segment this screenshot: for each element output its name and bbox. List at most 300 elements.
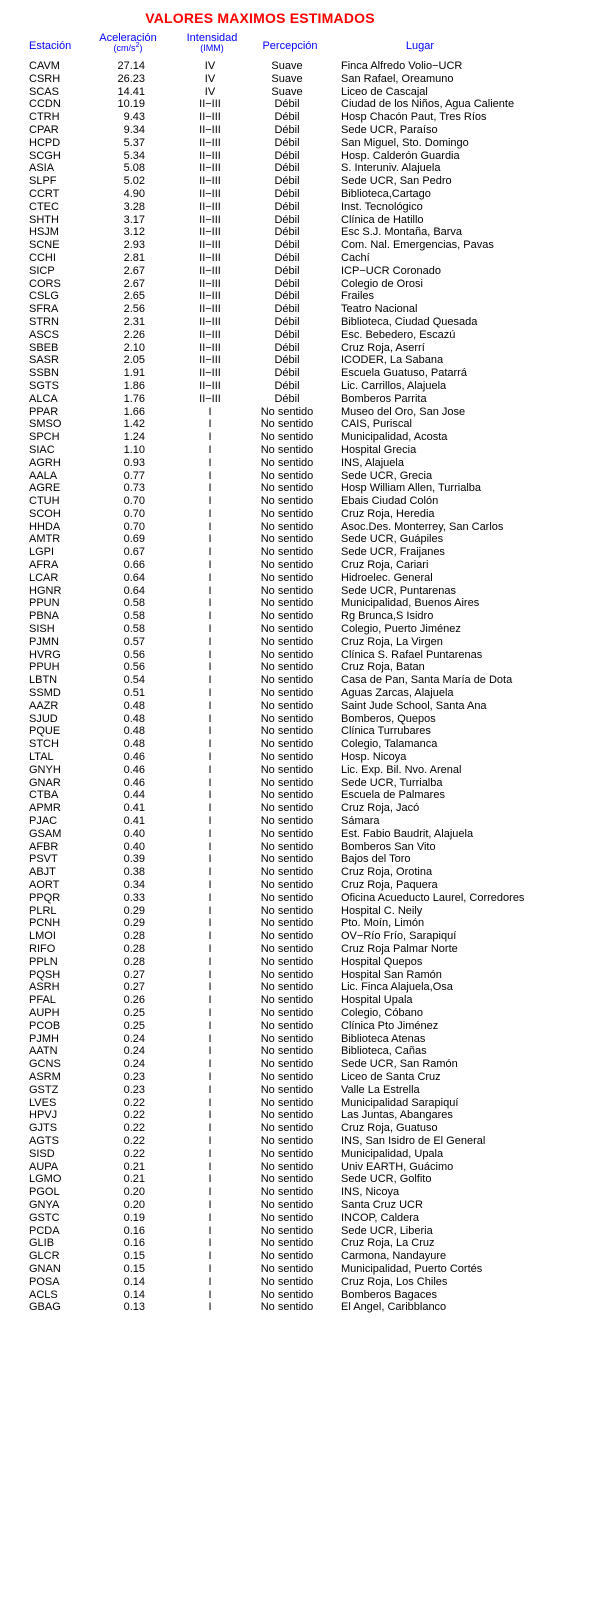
acceleration-cell: 0.20 [123,1198,145,1211]
intensity-cell: I [208,1237,212,1250]
perception-cell: No sentido [260,418,314,431]
location-cell: Cruz Roja, Cariari [341,559,429,572]
table-row [0,879,590,892]
perception-cell: No sentido [260,840,314,853]
perception-cell: Débil [274,123,300,136]
perception-cell: No sentido [260,1109,314,1122]
table-row [0,367,590,380]
acceleration-cell: 5.02 [123,175,145,188]
acceleration-cell: 10.19 [117,98,145,111]
perception-cell: No sentido [260,1198,314,1211]
location-cell: Carmona, Nandayure [341,1250,447,1263]
intensity-cell: I [208,738,212,751]
table-row [0,175,590,188]
acceleration-cell: 0.15 [123,1262,145,1275]
station-code-cell: CORS [29,277,61,290]
acceleration-cell: 0.22 [123,1147,145,1160]
acceleration-cell: 5.34 [123,149,145,162]
location-cell: Cruz Roja, Jacó [341,802,420,815]
intensity-cell: I [208,1160,212,1173]
table-row [0,111,590,124]
location-cell: Est. Fabio Baudrit, Alajuela [341,827,474,840]
location-cell: Sede UCR, Liberia [341,1224,433,1237]
perception-cell: No sentido [260,1224,314,1237]
perception-cell: Débil [274,277,300,290]
perception-cell: No sentido [260,942,314,955]
station-code-cell: LTAL [29,751,54,764]
station-code-cell: PCNH [29,917,61,930]
station-code-cell: CTBA [29,789,59,802]
station-code-cell: STRN [29,315,59,328]
intensity-cell: I [208,1147,212,1160]
acceleration-cell: 0.22 [123,1122,145,1135]
perception-cell: No sentido [260,1237,314,1250]
table-row [0,303,590,316]
intensity-cell: I [208,1186,212,1199]
location-cell: Cruz Roja, Paquera [341,879,438,891]
perception-cell: No sentido [260,546,314,559]
header-percepcion: Percepción [262,40,318,52]
perception-cell: Débil [274,200,300,213]
perception-cell: No sentido [260,405,314,418]
intensity-cell: I [208,405,212,418]
location-cell: Bomberos, Quepos [341,712,436,725]
table-row [0,597,590,610]
location-cell: INS, San Isidro de El General [341,1134,486,1147]
location-cell: Sámara [341,815,380,828]
intensity-cell: I [208,725,212,738]
location-cell: Esc S.J. Montaña, Barva [341,226,463,239]
table-row [0,98,590,111]
acceleration-cell: 2.93 [123,239,145,252]
location-cell: Hosp William Allen, Turrialba [341,482,481,495]
location-cell: Teatro Nacional [341,303,418,316]
location-cell: Municipalidad, Puerto Cortés [341,1262,483,1275]
station-code-cell: CCDN [29,98,61,111]
acceleration-cell: 1.66 [123,405,145,418]
table-row [0,1109,590,1122]
location-cell: Com. Nal. Emergencias, Pavas [341,239,494,252]
perception-cell: No sentido [260,1211,314,1224]
perception-cell: No sentido [260,827,314,840]
table-row [0,278,590,291]
station-code-cell: HHDA [29,520,61,533]
perception-cell: No sentido [260,597,314,610]
intensity-cell: I [208,687,212,700]
acceleration-cell: 0.20 [123,1186,145,1199]
acceleration-cell: 0.38 [123,866,145,879]
table-row [0,150,590,163]
station-code-cell: LGPI [29,546,55,559]
header-aceleracion [92,33,164,53]
station-code-cell: CSLG [29,290,59,303]
header-intensidad [182,33,242,53]
table-row [0,162,590,175]
location-cell: Lic. Exp. Bil. Nvo. Arenal [341,763,462,776]
station-code-cell: LBTN [29,674,58,687]
acceleration-cell: 0.14 [123,1275,145,1288]
station-code-cell: AFBR [29,840,59,853]
acceleration-cell: 5.08 [123,162,145,175]
table-row [0,316,590,329]
table-row [0,521,590,534]
intensity-cell: II−III [199,149,221,162]
perception-cell: No sentido [260,610,314,623]
acceleration-cell: 26.23 [117,72,145,85]
location-cell: Clínica Turrubares [341,725,431,738]
table-row [0,623,590,636]
location-cell: Biblioteca,Cartago [341,187,431,200]
location-cell: Museo del Oro, San Jose [341,405,466,418]
table-row [0,188,590,201]
location-cell: Ebais Ciudad Colón [341,495,439,508]
station-code-cell: SASR [29,354,59,367]
station-code-cell: POSA [29,1275,60,1288]
acceleration-cell: 0.34 [123,879,145,891]
perception-cell: No sentido [260,1288,314,1301]
location-cell: Hosp Chacón Paut, Tres Ríos [341,111,487,124]
perception-cell: Débil [274,175,300,188]
intensity-cell: I [208,482,212,495]
table-row [0,1199,590,1212]
location-cell: Cachí [341,251,370,264]
acceleration-cell: 0.23 [123,1083,145,1096]
acceleration-cell: 1.91 [123,367,145,380]
station-code-cell: ABJT [29,866,56,879]
station-code-cell: ASCS [29,328,59,341]
page-title: VALORES MAXIMOS ESTIMADOS [145,10,375,26]
station-code-cell: SSMD [29,687,61,700]
acceleration-cell: 0.22 [123,1109,145,1122]
station-code-cell: SCOH [29,507,61,520]
location-cell: San Miguel, Sto. Domingo [341,136,469,149]
intensity-cell: I [208,1301,212,1314]
station-code-cell: SIAC [29,443,55,456]
intensity-cell: II−III [199,98,221,111]
intensity-cell: I [208,1134,212,1147]
table-row [0,956,590,969]
perception-cell: No sentido [260,1122,314,1135]
intensity-cell: I [208,1006,212,1019]
location-cell: OV−Río Frío, Sarapiquí [341,930,457,943]
intensity-cell: I [208,456,212,469]
perception-cell: Débil [274,239,300,252]
perception-cell: No sentido [260,866,314,879]
acceleration-cell: 1.86 [123,379,145,392]
station-code-cell: GNYH [29,763,61,776]
location-cell: Sede UCR, Puntarenas [341,584,456,597]
intensity-cell: I [208,635,212,648]
station-code-cell: SBEB [29,341,59,354]
station-code-cell: AGRH [29,456,61,469]
table-row [0,495,590,508]
acceleration-cell: 0.40 [123,840,145,853]
location-cell: S. Interuniv. Alajuela [341,162,441,175]
acceleration-cell: 1.10 [123,443,145,456]
acceleration-cell: 0.28 [123,930,145,943]
location-cell: INS, Nicoya [341,1186,400,1199]
station-code-cell: GSTC [29,1211,60,1224]
table-row [0,226,590,239]
intensity-cell: I [208,1083,212,1096]
station-code-cell: HGNR [29,584,62,597]
station-table [0,60,590,1314]
intensity-cell: I [208,1224,212,1237]
intensity-cell: I [208,1288,212,1301]
table-row [0,559,590,572]
intensity-cell: II−III [199,277,221,290]
perception-cell: No sentido [260,1058,314,1071]
station-code-cell: PSVT [29,853,58,866]
location-cell: El Angel, Caribblanco [341,1301,447,1314]
table-row [0,265,590,278]
location-cell: Cruz Roja, Guatuso [341,1122,438,1135]
table-row [0,585,590,598]
location-cell: Ciudad de los Niños, Agua Caliente [341,98,515,111]
unit-post: ) [139,43,143,53]
table-row [0,636,590,649]
acceleration-cell: 0.25 [123,1006,145,1019]
location-cell: Sede UCR, San Ramón [341,1058,458,1071]
intensity-cell: I [208,610,212,623]
location-cell: Escuela de Palmares [341,789,445,802]
table-row [0,470,590,483]
table-row [0,124,590,137]
table-row [0,866,590,879]
acceleration-cell: 0.48 [123,725,145,738]
acceleration-cell: 0.48 [123,712,145,725]
acceleration-cell: 0.41 [123,815,145,828]
intensity-cell: I [208,623,212,636]
acceleration-cell: 0.14 [123,1288,145,1301]
location-cell: Asoc.Des. Monterrey, San Carlos [341,520,504,533]
perception-cell: No sentido [260,1032,314,1045]
intensity-cell: I [208,661,212,674]
perception-cell: Suave [271,85,303,98]
acceleration-cell: 0.46 [123,751,145,764]
intensity-cell: II−III [199,392,221,405]
acceleration-cell: 0.22 [123,1134,145,1147]
perception-cell: No sentido [260,1083,314,1096]
table-row [0,1289,590,1302]
location-cell: Hospital San Ramón [341,968,442,981]
perception-cell: No sentido [260,1250,314,1263]
intensity-cell: I [208,1173,212,1186]
table-row [0,290,590,303]
location-cell: Casa de Pan, Santa María de Dota [341,674,513,687]
perception-cell: Débil [274,111,300,124]
location-cell: Esc. Bebedero, Escazú [341,328,456,341]
station-code-cell: SISH [29,623,55,636]
location-cell: Valle La Estrella [341,1083,420,1096]
perception-cell: Débil [274,264,300,277]
location-cell: Cruz Roja, Batan [341,661,425,674]
perception-cell: No sentido [260,853,314,866]
intensity-cell: I [208,1058,212,1071]
station-code-cell: AMTR [29,533,61,546]
perception-cell: Débil [274,290,300,303]
intensity-cell: I [208,981,212,994]
acceleration-cell: 0.15 [123,1250,145,1263]
intensity-cell: I [208,699,212,712]
table-row [0,546,590,559]
location-cell: Sede UCR, Fraijanes [341,546,445,559]
intensity-cell: II−III [199,341,221,354]
station-code-cell: PPLN [29,955,58,968]
table-row [0,1097,590,1110]
table-row [0,994,590,1007]
acceleration-cell: 0.23 [123,1070,145,1083]
perception-cell: No sentido [260,456,314,469]
acceleration-cell: 2.67 [123,277,145,290]
perception-cell: Suave [271,72,303,85]
table-row [0,60,590,73]
table-row [0,457,590,470]
intensity-cell: I [208,904,212,917]
station-code-cell: PPUN [29,597,60,610]
perception-cell: No sentido [260,623,314,636]
station-code-cell: PQUE [29,725,61,738]
station-code-cell: APMR [29,802,61,815]
perception-cell: Débil [274,341,300,354]
perception-cell: No sentido [260,1134,314,1147]
location-cell: Rg Brunca,S Isidro [341,610,434,623]
perception-cell: Débil [274,98,300,111]
location-cell: Liceo de Santa Cruz [341,1070,441,1083]
acceleration-cell: 0.26 [123,994,145,1007]
table-row [0,1135,590,1148]
perception-cell: No sentido [260,443,314,456]
perception-cell: No sentido [260,1045,314,1058]
table-row [0,661,590,674]
table-row [0,777,590,790]
station-code-cell: AALA [29,469,58,482]
acceleration-cell: 0.48 [123,699,145,712]
station-code-cell: CSRH [29,72,61,85]
intensity-cell: I [208,1019,212,1032]
perception-cell: No sentido [260,648,314,661]
station-code-cell: SHTH [29,213,59,226]
perception-cell: No sentido [260,482,314,495]
station-code-cell: CTEC [29,200,59,213]
intensity-cell: II−III [199,200,221,213]
station-code-cell: CTRH [29,111,60,124]
intensity-cell: I [208,431,212,444]
location-cell: Hospital C. Neily [341,904,423,917]
location-cell: Clínica de Hatillo [341,213,424,226]
acceleration-cell: 0.29 [123,904,145,917]
perception-cell: No sentido [260,533,314,546]
location-cell: Pto. Moín, Limón [341,917,425,930]
table-row [0,137,590,150]
location-cell: ICP−UCR Coronado [341,264,441,277]
station-code-cell: LMOI [29,930,56,943]
intensity-cell: I [208,994,212,1007]
location-cell: Bajos del Toro [341,853,411,866]
acceleration-cell: 1.76 [123,392,145,405]
intensity-cell: II−III [199,328,221,341]
station-code-cell: GSTZ [29,1083,59,1096]
station-code-cell: SPCH [29,431,60,444]
perception-cell: No sentido [260,1301,314,1314]
station-code-cell: PPQR [29,891,61,904]
acceleration-cell: 14.41 [117,85,145,98]
station-code-cell: HSJM [29,226,59,239]
station-code-cell: STCH [29,738,59,751]
station-code-cell: PQSH [29,968,61,981]
perception-cell: No sentido [260,1262,314,1275]
perception-cell: No sentido [260,879,314,891]
perception-cell: No sentido [260,1006,314,1019]
station-code-cell: LVES [29,1096,57,1109]
table-row [0,214,590,227]
acceleration-cell: 5.37 [123,136,145,149]
table-row [0,1045,590,1058]
table-row [0,917,590,930]
table-row [0,853,590,866]
intensity-cell: II−III [199,264,221,277]
perception-cell: Débil [274,392,300,405]
table-row [0,981,590,994]
table-row [0,1250,590,1263]
table-row [0,1084,590,1097]
intensity-cell: I [208,1275,212,1288]
location-cell: Colegio, Puerto Jiménez [341,623,461,636]
perception-cell: Débil [274,315,300,328]
location-cell: Lic. Finca Alajuela,Osa [341,981,453,994]
table-row [0,1071,590,1084]
location-cell: Hospital Quepos [341,955,423,968]
location-cell: Sede UCR, Grecia [341,469,433,482]
intensity-cell: I [208,789,212,802]
intensity-cell: II−III [199,354,221,367]
acceleration-cell: 0.28 [123,955,145,968]
intensity-cell: I [208,533,212,546]
acceleration-cell: 1.42 [123,418,145,431]
station-code-cell: PJAC [29,815,58,828]
table-row [0,1058,590,1071]
table-row [0,393,590,406]
acceleration-cell: 0.22 [123,1096,145,1109]
header-aceleracion-label: Aceleración [99,32,157,44]
perception-cell: No sentido [260,469,314,482]
station-code-cell: SGTS [29,379,59,392]
table-row [0,86,590,99]
acceleration-cell: 0.46 [123,776,145,789]
acceleration-cell: 0.40 [123,827,145,840]
intensity-cell: II−III [199,251,221,264]
table-row [0,738,590,751]
perception-cell: No sentido [260,699,314,712]
header-intensidad-unit: (IMM) [200,43,224,53]
location-cell: Hosp. Nicoya [341,751,407,764]
location-cell: Cruz Roja, Los Chiles [341,1275,448,1288]
location-cell: INCOP, Caldera [341,1211,420,1224]
location-cell: Biblioteca Atenas [341,1032,426,1045]
acceleration-cell: 0.70 [123,507,145,520]
station-code-cell: PPAR [29,405,59,418]
location-cell: Cruz Roja, Orotina [341,866,433,879]
location-cell: ICODER, La Sabana [341,354,444,367]
station-code-cell: CCHI [29,251,56,264]
acceleration-cell: 2.81 [123,251,145,264]
location-cell: Lic. Carrillos, Alajuela [341,379,447,392]
perception-cell: Débil [274,328,300,341]
perception-cell: No sentido [260,738,314,751]
table-row [0,764,590,777]
unit-pre: (cm/s [113,43,136,53]
intensity-cell: I [208,674,212,687]
